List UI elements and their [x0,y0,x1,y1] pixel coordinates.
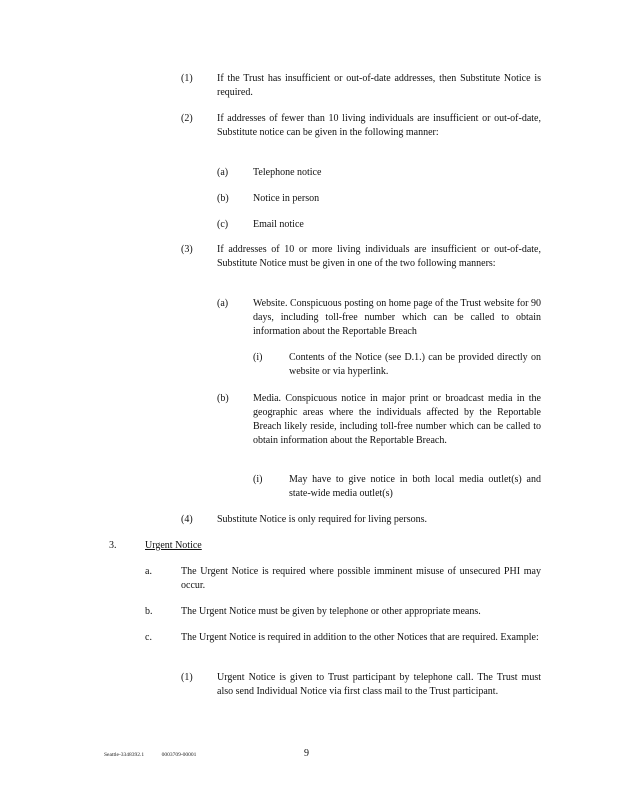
item-text: If addresses of fewer than 10 living individuals are insufficient or out-of-date, Substitute notice can be given in the following manner: [217,113,541,138]
item-text: Telephone notice [253,167,322,178]
item-number: a. [145,566,152,577]
footer-doc-id: Seattle-3348392.1 [104,752,145,758]
item-text: The Urgent Notice must be given by telephone or other appropriate means. [181,606,481,617]
footer-matter-id: 0003709-00001 [161,752,197,758]
item-number: (1) [181,672,193,683]
item-text: Email notice [253,219,304,230]
item-text: The Urgent Notice is required in addition to the other Notices that are required. Example: [181,632,539,643]
item-text: May have to give notice in both local media outlet(s) and state-wide media outlet(s) [289,474,541,499]
item-text: Urgent Notice is given to Trust participant by telephone call. The Trust must also send Individual Notice via first class mail to the Trust participant. [217,672,541,697]
item-number: (3) [181,244,193,255]
item-number: (i) [253,352,263,363]
item-number: (a) [217,298,229,309]
item-text: Substitute Notice is only required for living persons. [217,514,427,525]
item-number: b. [145,606,153,617]
item-text: Website. Conspicuous posting on home page of the Trust website for 90 days, including toll-free number which can be called to obtain information about the Reportable Breach [253,298,541,337]
item-number: (1) [181,73,193,84]
item-text: If the Trust has insufficient or out-of-date addresses, then Substitute Notice is required. [217,73,541,98]
item-number: (a) [217,167,229,178]
footer-doc-ref [104,752,212,758]
item-number: (2) [181,113,193,124]
section-number: 3. [109,540,117,551]
item-text: The Urgent Notice is required where possible imminent misuse of unsecured PHI may occur. [181,566,541,591]
item-text: Contents of the Notice (see D.1.) can be provided directly on website or via hyperlink. [289,352,541,377]
item-number: (i) [253,474,263,485]
item-number: (b) [217,393,229,404]
page-number: 9 [304,748,309,759]
item-text: If addresses of 10 or more living individuals are insufficient or out-of-date, Substitute Notice must be given in one of the two following manners: [217,244,541,269]
item-text: Notice in person [253,193,320,204]
item-number: (4) [181,514,193,525]
item-number: (c) [217,219,229,230]
item-text: Media. Conspicuous notice in major print or broadcast media in the geographic areas where the individuals affected by the Reportable Breach likely reside, including toll-free number which can be called to obtain information about the Reportable Breach. [253,393,541,446]
section-title: Urgent Notice [145,540,202,551]
item-number: c. [145,632,152,643]
item-number: (b) [217,193,229,204]
